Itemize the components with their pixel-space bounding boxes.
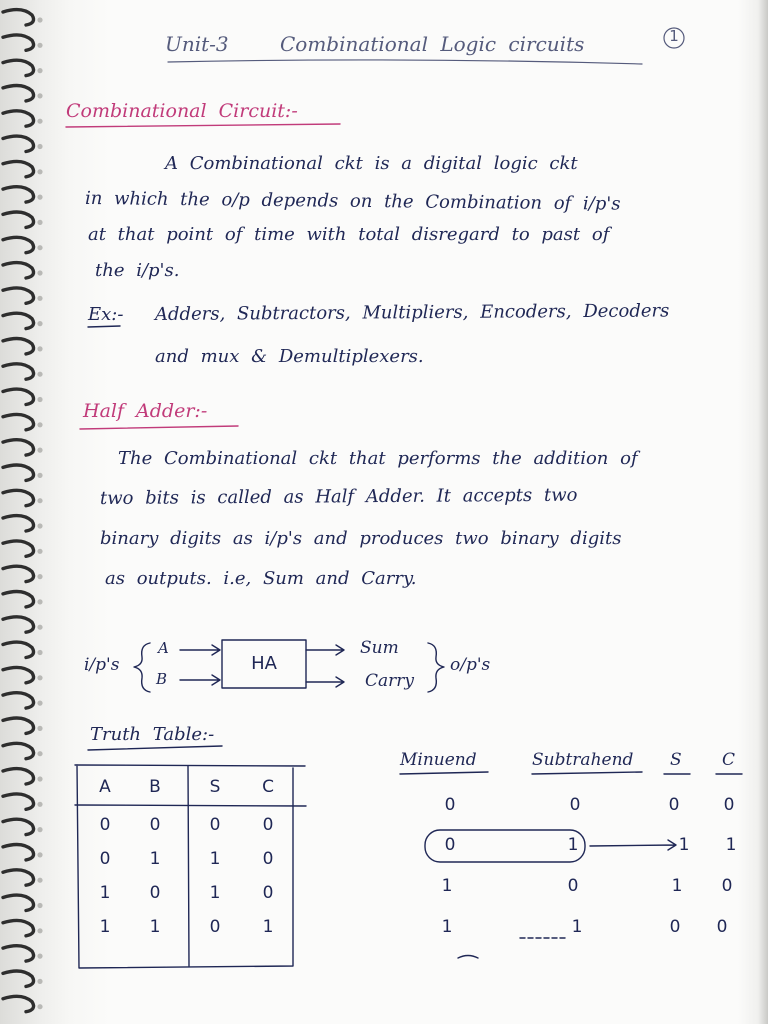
table-cell: 1 (99, 883, 111, 903)
half-adder-line: as outputs. i.e, Sum and Carry. (105, 568, 417, 589)
truth-table-header-a: A (99, 777, 111, 797)
table-cell: 1 (678, 835, 690, 855)
table-cell: 0 (567, 876, 579, 896)
table-cell: 1 (209, 849, 221, 869)
truth-table-column-divider (188, 766, 189, 966)
arrow-a (180, 645, 220, 655)
definition-line: A Combinational ckt is a digital logic ckt (165, 153, 578, 174)
table-cell: 0 (569, 795, 581, 815)
table-cell: 1 (441, 876, 453, 896)
table-cell: 0 (721, 876, 733, 896)
inputs-label: i/p's (84, 655, 120, 675)
half-adder-heading-underline (80, 426, 238, 429)
table-cell: 0 (149, 883, 161, 903)
combinational-circuit-heading: Combinational Circuit:- (66, 100, 298, 122)
borrow-header: C (722, 750, 736, 770)
input-brace (134, 643, 150, 692)
half-adder-line: two bits is called as Half Adder. It accepts two (99, 484, 578, 509)
truth-table-header-s: S (209, 777, 221, 797)
truth-table-header-divider (75, 805, 306, 806)
table-cell: 1 (99, 917, 111, 937)
table-cell: 1 (441, 917, 453, 937)
outputs-label: o/p's (450, 655, 491, 675)
definition-line: at that point of time with total disregard to past of (88, 224, 610, 245)
table-cell: 1 (671, 876, 683, 896)
ink-squiggle (458, 956, 478, 959)
page-title: Combinational Logic circuits (280, 32, 585, 56)
carry-output-label: Carry (365, 671, 414, 691)
page-number: 1 (669, 27, 679, 45)
difference-header: S (670, 750, 682, 770)
table-cell: 1 (209, 883, 221, 903)
table-cell: 0 (209, 815, 221, 835)
table-cell: 0 (262, 849, 274, 869)
example-line: and mux & Demultiplexers. (155, 346, 424, 367)
arrow-b (180, 675, 220, 685)
sum-output-label: Sum (360, 638, 399, 658)
table-cell: 1 (725, 835, 737, 855)
example-label-underline (88, 326, 120, 327)
row-arrow (590, 840, 676, 850)
header-underline (168, 60, 642, 64)
example-label: Ex:- (88, 304, 124, 325)
table-cell: 1 (262, 917, 274, 937)
combinational-heading-underline (66, 124, 340, 127)
input-b-label: B (156, 670, 168, 688)
truth-table-heading-underline (88, 746, 222, 750)
table-cell: 0 (99, 815, 111, 835)
table-cell: 0 (99, 849, 111, 869)
subtrahend-underline (532, 772, 642, 774)
table-cell: 0 (716, 917, 728, 937)
truth-table-header-b: B (149, 777, 161, 797)
unit-label: Unit-3 (165, 32, 229, 56)
half-adder-block-label: HA (251, 653, 277, 674)
truth-table-header-c: C (262, 777, 274, 797)
table-cell: 0 (209, 917, 221, 937)
table-cell: 1 (149, 917, 161, 937)
arrow-carry (306, 677, 344, 687)
table-cell: 0 (149, 815, 161, 835)
output-brace (428, 643, 444, 692)
minuend-underline (400, 772, 488, 774)
table-cell: 0 (668, 795, 680, 815)
definition-line: in which the o/p depends on the Combination of i/p's (84, 188, 621, 215)
truth-table-heading: Truth Table:- (90, 724, 215, 745)
table-cell: 0 (262, 815, 274, 835)
table-cell: 0 (669, 917, 681, 937)
table-cell: 1 (571, 917, 583, 937)
table-cell: 0 (723, 795, 735, 815)
arrow-sum (306, 645, 344, 655)
half-adder-heading: Half Adder:- (83, 400, 208, 422)
minuend-header: Minuend (400, 750, 477, 770)
table-cell: 1 (567, 835, 579, 855)
table-cell: 0 (444, 795, 456, 815)
definition-line: the i/p's. (95, 260, 180, 281)
table-cell: 0 (444, 835, 456, 855)
half-adder-line: binary digits as i/p's and produces two binary digits (100, 528, 622, 549)
subtrahend-header: Subtrahend (532, 750, 634, 770)
input-a-label: A (158, 639, 169, 657)
table-cell: 0 (262, 883, 274, 903)
table-cell: 1 (149, 849, 161, 869)
half-adder-line: The Combinational ckt that performs the addition of (118, 448, 638, 469)
example-line: Adders, Subtractors, Multipliers, Encoders, Decoders (154, 300, 670, 325)
